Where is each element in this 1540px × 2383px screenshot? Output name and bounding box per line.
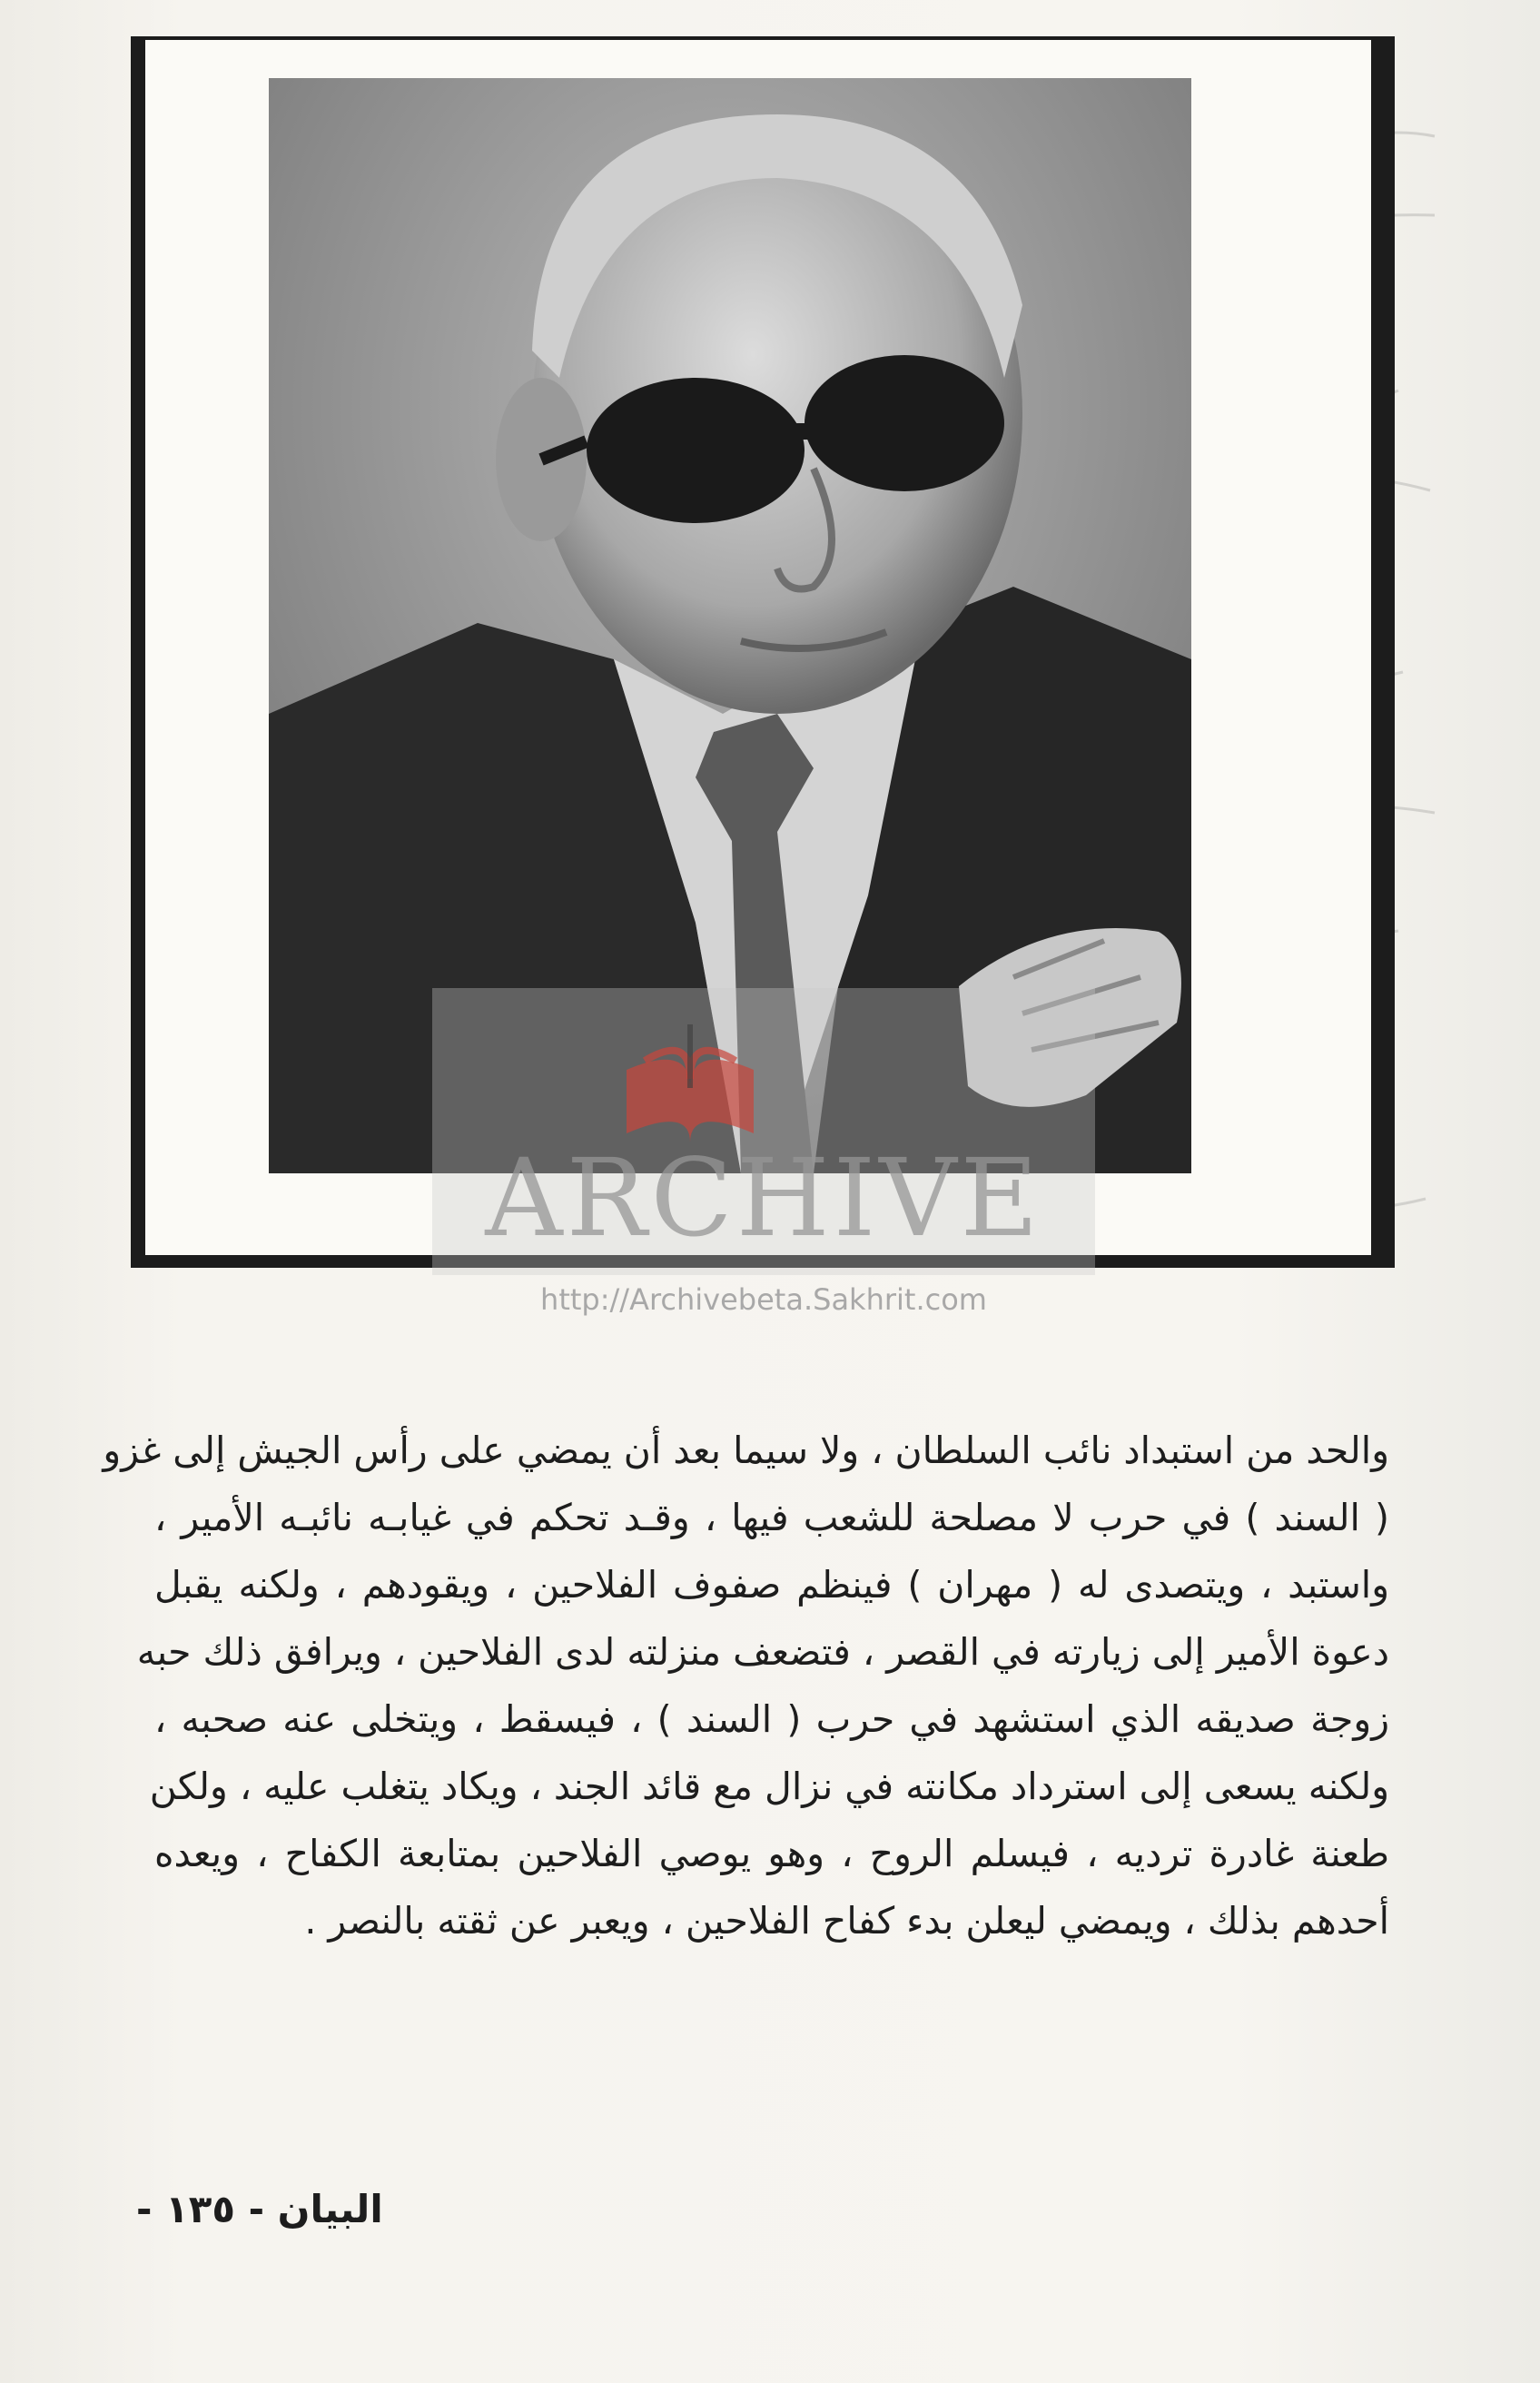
watermark-book-logo — [608, 1006, 772, 1142]
body-line: طعنة غادرة ترديه ، فيسلم الروح ، وهو يوصي الفلاحين بمتابعة الكفاح ، ويعده — [154, 1832, 1389, 1875]
body-line: زوجة صديقه الذي استشهد في حرب ( السند ) ، فيسقط ، ويتخلى عنه صحبه ، — [154, 1697, 1389, 1741]
body-line: أحدهم بذلك ، ويمضي ليعلن بدء كفاح الفلاحين ، ويعبر عن ثقته بالنصر . — [304, 1899, 1389, 1943]
body-line: ولكنه يسعى إلى استرداد مكانته في نزال مع قائد الجند ، ويكاد يتغلب عليه ، ولكن — [149, 1765, 1389, 1808]
body-line: ( السند ) في حرب لا مصلحة للشعب فيها ، وقـد تحكم في غيابـه نائبـه الأمير ، — [154, 1496, 1389, 1539]
watermark-url: http://Archivebeta.Sakhrit.com — [540, 1282, 987, 1317]
body-line: واستبد ، ويتصدى له ( مهران ) فينظم صفوف الفلاحين ، ويقودهم ، ولكنه يقبل — [154, 1563, 1389, 1607]
watermark-title: ARCHIVE — [485, 1135, 1042, 1261]
body-line: والحد من استبداد نائب السلطان ، ولا سيما بعد أن يمضي على رأس الجيش إلى غزو — [103, 1429, 1389, 1472]
page-footer: البيان - ١٣٥ - — [136, 2187, 383, 2231]
body-line: دعوة الأمير إلى زيارته في القصر ، فتضعف منزلته لدى الفلاحين ، ويرافق ذلك حبه — [136, 1630, 1389, 1674]
article-body — [103, 1417, 1389, 1954]
